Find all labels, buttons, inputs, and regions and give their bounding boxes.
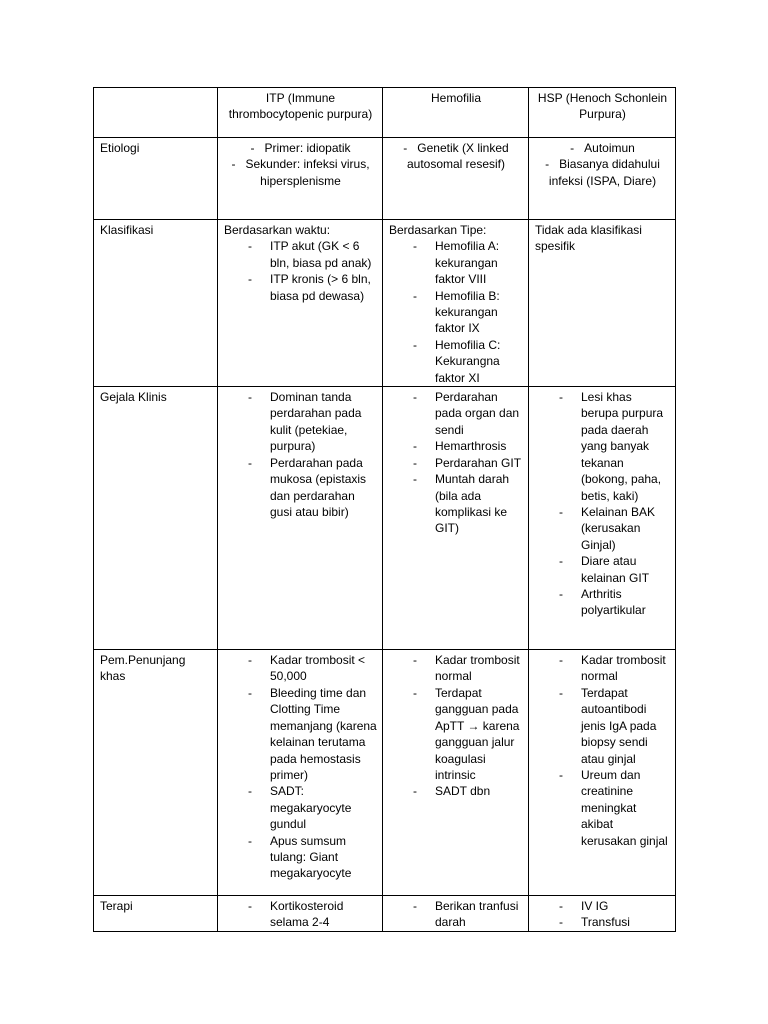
penunjang-hemofilia-cell [383,650,529,896]
row-klasifikasi [94,220,676,387]
penunjang-hsp-list [535,652,670,849]
list-item: - Kelainan BAK (kerusakan Ginjal) [535,504,670,553]
header-blank-cell [94,88,218,138]
list-item: - Muntah darah (bila ada komplikasi ke GIT) [389,471,523,537]
list-item: - Genetik (X linked autosomal resesif) [389,140,523,173]
etiologi-itp-list [224,140,377,189]
klasifikasi-itp-list [224,238,377,304]
terapi-hsp-list [535,898,670,931]
header-row [94,88,676,138]
list-item: - ITP kronis (> 6 bln, biasa pd dewasa) [224,271,377,304]
list-item: - Perdarahan pada mukosa (epistaxis dan perdarahan gusi atau bibir) [224,455,377,521]
row-gejala [94,387,676,650]
terapi-hsp-cell [529,896,676,932]
list-item: - Hemofilia A: kekurangan faktor VIII [389,238,523,287]
row-etiologi [94,138,676,220]
list-item: - Ureum dan creatinine meningkat akibat kerusakan ginjal [535,767,670,849]
row-label-klasifikasi: Klasifikasi [94,220,218,387]
list-item: - Berikan tranfusi darah [389,898,523,931]
header-hemofilia: Hemofilia [383,88,529,138]
gejala-hemofilia-cell [383,387,529,650]
terapi-itp-list [224,898,377,931]
list-item: - ITP akut (GK < 6 bln, biasa pd anak) [224,238,377,271]
klasifikasi-hemofilia-lead: Berdasarkan Tipe: [389,223,487,237]
list-item: - Biasanya didahului infeksi (ISPA, Diare) [535,156,670,189]
terapi-hemofilia-cell [383,896,529,932]
list-item: - Primer: idiopatik [224,140,377,156]
list-item: - Perdarahan GIT [389,455,523,471]
klasifikasi-hsp-cell: Tidak ada klasifikasi spesifik [529,220,676,387]
list-item: - Perdarahan pada organ dan sendi [389,389,523,438]
comparison-table [93,87,676,932]
gejala-hsp-cell [529,387,676,650]
list-item: - Kadar trombosit < 50,000 [224,652,377,685]
list-item: - SADT dbn [389,783,523,799]
gejala-itp-list [224,389,377,520]
list-item: - Terdapat autoantibodi jenis IgA pada biopsy sendi atau ginjal [535,685,670,767]
etiologi-hsp-cell [529,138,676,220]
list-item: - Hemofilia C: Kekurangna faktor XI [389,337,523,386]
list-item: - Hemofilia B: kekurangan faktor IX [389,288,523,337]
etiologi-hemofilia-list [389,140,523,173]
gejala-hsp-list [535,389,670,619]
header-itp: ITP (Immune thrombocytopenic purpura) [218,88,383,138]
etiologi-hsp-list [535,140,670,189]
row-label-etiologi: Etiologi [94,138,218,220]
list-item: - Transfusi [535,914,670,930]
etiologi-itp-cell [218,138,383,220]
header-hsp: HSP (Henoch Schonlein Purpura) [529,88,676,138]
list-item: - Dominan tanda perdarahan pada kulit (petekiae, purpura) [224,389,377,455]
list-item: - Apus sumsum tulang: Giant megakaryocyte [224,833,377,882]
list-item: - Autoimun [535,140,670,156]
list-item: - IV IG [535,898,670,914]
klasifikasi-itp-cell [218,220,383,387]
row-label-terapi: Terapi [94,896,218,932]
list-item: - Arthritis polyartikular [535,586,670,619]
list-item: - Terdapat gangguan pada ApTT → karena gangguan jalur koagulasi intrinsic [389,685,523,783]
row-penunjang [94,650,676,896]
klasifikasi-hemofilia-list [389,238,523,386]
gejala-itp-cell [218,387,383,650]
list-item: - Kadar trombosit normal [535,652,670,685]
gejala-hemofilia-list [389,389,523,537]
penunjang-itp-list [224,652,377,882]
row-label-penunjang: Pem.Penunjang khas [94,650,218,896]
klasifikasi-hemofilia-cell [383,220,529,387]
list-item: - Sekunder: infeksi virus, hipersplenisme [224,156,377,189]
penunjang-hemofilia-list [389,652,523,800]
etiologi-hemofilia-cell [383,138,529,220]
terapi-hemofilia-list [389,898,523,931]
list-item: - SADT: megakaryocyte gundul [224,783,377,832]
row-label-gejala: Gejala Klinis [94,387,218,650]
list-item: - Diare atau kelainan GIT [535,553,670,586]
penunjang-itp-cell [218,650,383,896]
terapi-itp-cell [218,896,383,932]
list-item: - Lesi khas berupa purpura pada daerah yang banyak tekanan (bokong, paha, betis, kaki) [535,389,670,504]
row-terapi [94,896,676,932]
list-item: - Kortikosteroid selama 2-4 [224,898,377,931]
list-item: - Kadar trombosit normal [389,652,523,685]
list-item: - Hemarthrosis [389,438,523,454]
klasifikasi-itp-lead: Berdasarkan waktu: [224,223,331,237]
list-item: - Bleeding time dan Clotting Time memanjang (karena kelainan terutama pada hemostasis primer) [224,685,377,783]
penunjang-hsp-cell [529,650,676,896]
